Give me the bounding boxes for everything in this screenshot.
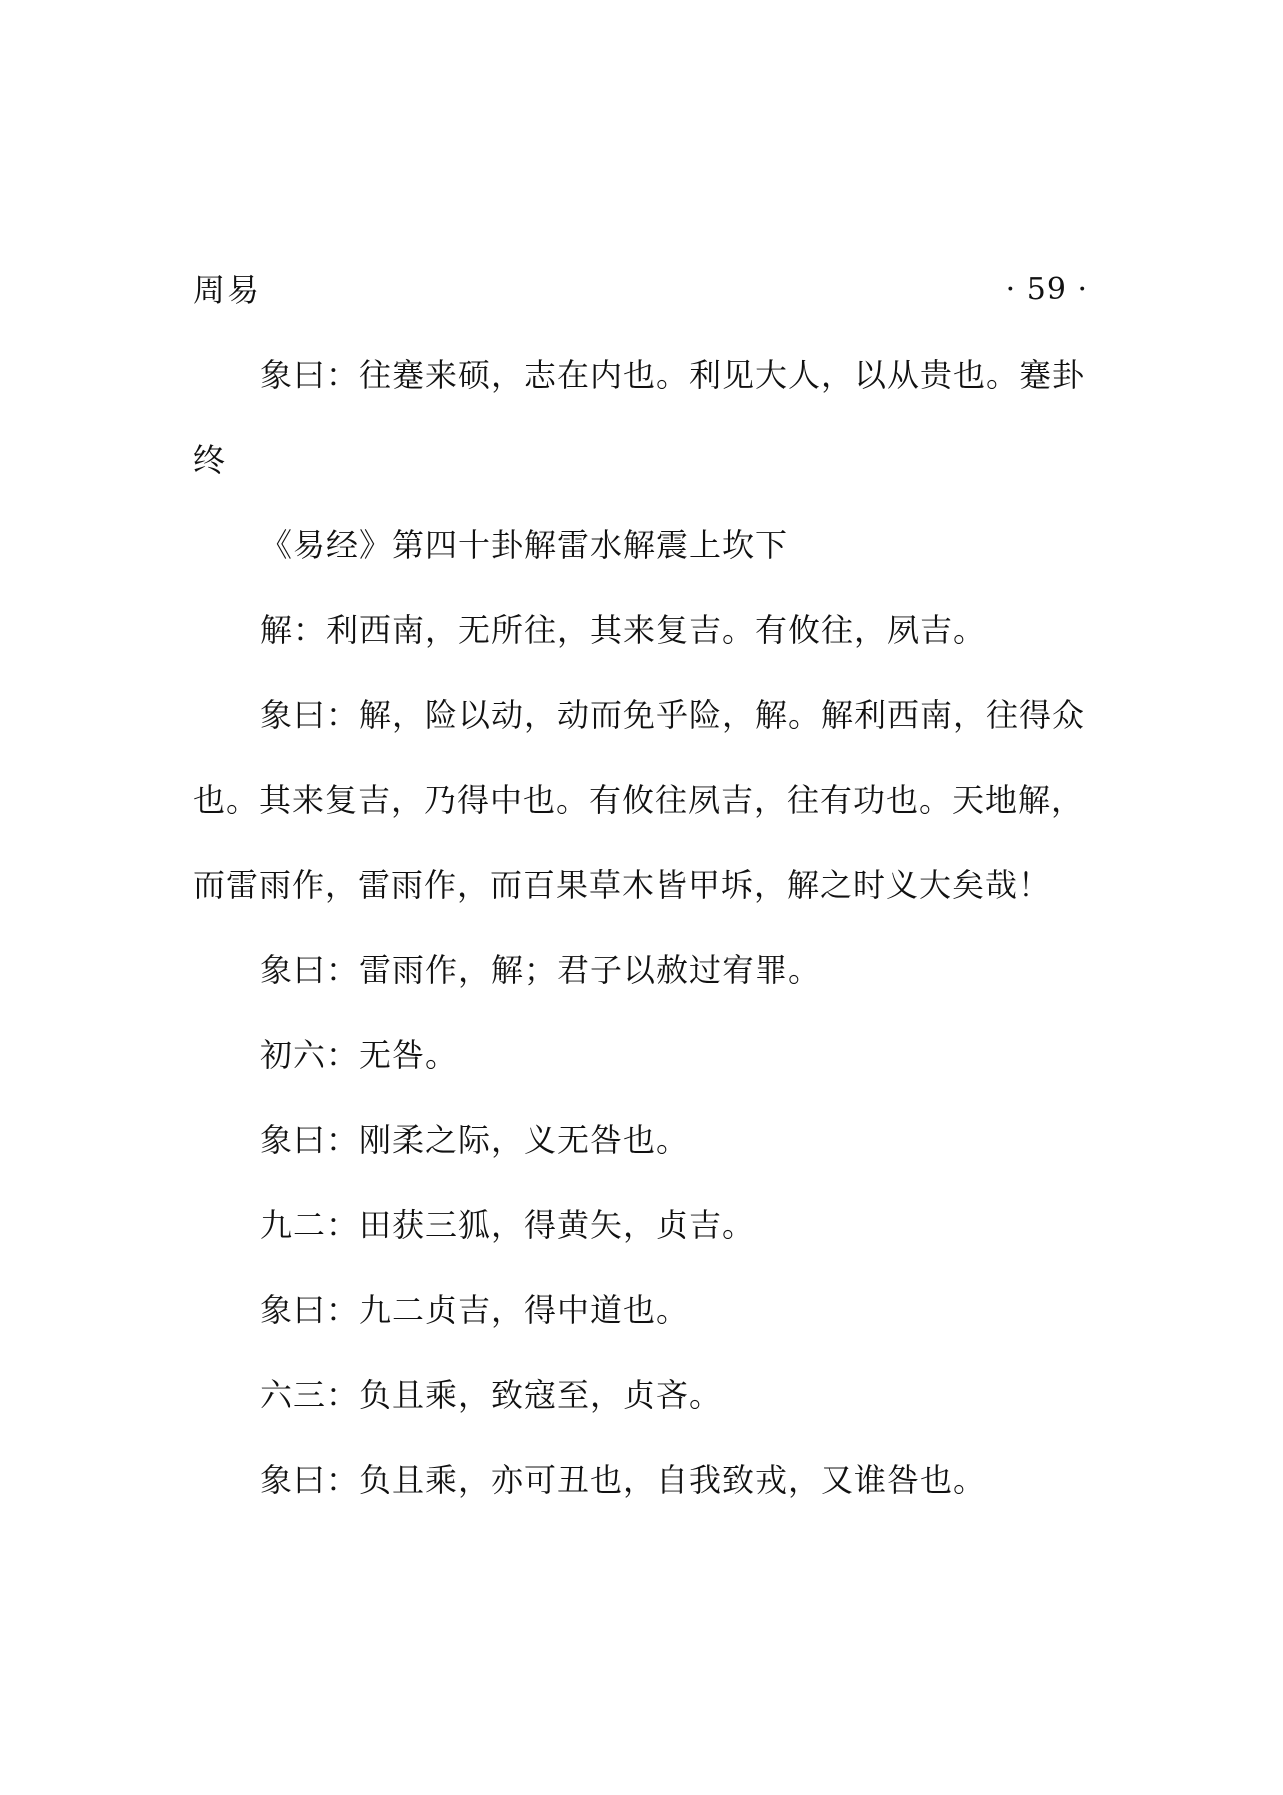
text-line-10: 象曰：刚柔之际，义无咎也。 — [260, 1121, 690, 1159]
text-line-1: 象曰：往蹇来硕，志在内也。利见大人，以从贵也。蹇卦 — [260, 356, 1086, 394]
text-line-8: 象曰：雷雨作，解；君子以赦过宥罪。 — [260, 951, 822, 989]
text-line-6: 也。其来复吉，乃得中也。有攸往夙吉，往有功也。天地解， — [193, 781, 1085, 819]
text-line-2: 终 — [193, 441, 227, 479]
text-line-7: 而雷雨作，雷雨作，而百果草木皆甲坼，解之时义大矣哉！ — [193, 866, 1052, 904]
text-line-4: 解：利西南，无所往，其来复吉。有攸往，夙吉。 — [260, 611, 987, 649]
text-line-13: 六三：负且乘，致寇至，贞吝。 — [260, 1376, 723, 1414]
text-line-9: 初六：无咎。 — [260, 1036, 459, 1074]
text-line-14: 象曰：负且乘，亦可丑也，自我致戎，又谁咎也。 — [260, 1461, 987, 1499]
text-line-5: 象曰：解，险以动，动而免乎险，解。解利西南，往得众 — [260, 696, 1086, 734]
page-number: · 59 · — [1005, 272, 1088, 307]
text-line-12: 象曰：九二贞吉，得中道也。 — [260, 1291, 690, 1329]
text-line-11: 九二：田获三狐，得黄矢，贞吉。 — [260, 1206, 756, 1244]
hexagram-heading: 《易经》第四十卦解雷水解震上坎下 — [260, 526, 789, 564]
book-title: 周易 — [193, 271, 262, 309]
